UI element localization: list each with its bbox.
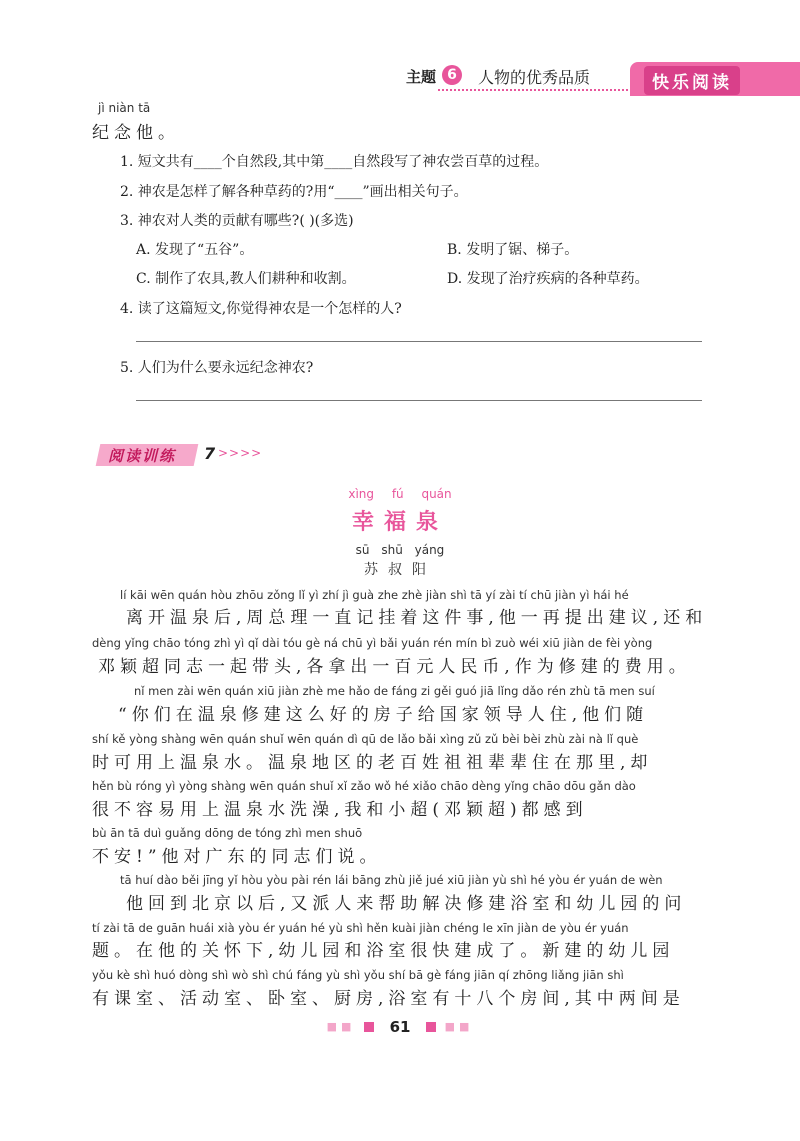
footer-dots-right: ■■ bbox=[444, 1020, 474, 1033]
fragment-pinyin: jì niàn tā bbox=[98, 101, 151, 115]
line-5-text: 很不容易用上温泉水洗澡,我和小超(邓颖超)都感到 bbox=[92, 800, 588, 820]
article-author: 苏叔阳 bbox=[364, 562, 436, 578]
title-pinyin: xìng fú quán bbox=[348, 487, 452, 501]
theme-title: 人物的优秀品质 bbox=[478, 68, 591, 87]
option-d: D. 发现了治疗疾病的各种草药。 bbox=[447, 271, 649, 287]
header-tab bbox=[630, 62, 800, 96]
question-2: 2. 神农是怎样了解各种草药的?用“____”画出相关句子。 bbox=[120, 184, 468, 200]
section-number: 7 bbox=[204, 444, 216, 463]
theme-number-badge: 6 bbox=[442, 65, 462, 85]
line-8-pinyin: tí zài tā de guān huái xià yòu ér yuán hé yù shì hěn kuài jiàn chéng le xīn jiàn de yòu ér yuán bbox=[92, 921, 629, 935]
line-6-pinyin: bù ān tā duì guǎng dōng de tóng zhì men shuō bbox=[92, 826, 363, 840]
section-arrows: >>>> bbox=[218, 446, 263, 460]
fragment-text: 纪念他。 bbox=[92, 123, 180, 143]
line-6-text: 不安!”他对广东的同志们说。 bbox=[92, 847, 382, 867]
option-a: A. 发现了“五谷”。 bbox=[136, 242, 254, 258]
line-3-pinyin: nǐ men zài wēn quán xiū jiàn zhè me hǎo de fáng zi gěi guó jiā lǐng dǎo rén zhù tā men suí bbox=[134, 684, 655, 698]
question-1: 1. 短文共有____个自然段,其中第____自然段写了神农尝百草的过程。 bbox=[120, 154, 549, 170]
section-banner bbox=[98, 444, 263, 466]
question-4: 4. 读了这篇短文,你觉得神农是一个怎样的人? bbox=[120, 301, 402, 317]
footer-dots-left: ■■ bbox=[326, 1020, 356, 1033]
header-tab-label: 快乐阅读 bbox=[644, 66, 740, 95]
line-7-pinyin: tā huí dào běi jīng yǐ hòu yòu pài rén lái bāng zhù jiě jué xiū jiàn yù shì hé yòu ér yuán de wèn bbox=[120, 873, 663, 887]
header-theme bbox=[398, 64, 660, 94]
answer-line-4[interactable] bbox=[136, 341, 702, 342]
line-4-pinyin: shí kě yòng shàng wēn quán shuǐ wēn quán dì qū de lǎo bǎi xìng zǔ zǔ bèi bèi zhù zài nà lǐ què bbox=[92, 732, 639, 746]
question-5: 5. 人们为什么要永远纪念神农? bbox=[120, 360, 314, 376]
line-1-text: 离开温泉后,周总理一直记挂着这件事,他一再提出建议,还和 bbox=[126, 608, 708, 628]
page-footer bbox=[0, 1016, 800, 1036]
line-2-text: 邓颖超同志一起带头,各拿出一百元人民币,作为修建的费用。 bbox=[98, 657, 691, 677]
line-9-pinyin: yǒu kè shì huó dòng shì wò shì chú fáng yù shì yǒu shí bā gè fáng jiān qí zhōng liǎng jiān shì bbox=[92, 968, 624, 982]
author-pinyin: sū shū yáng bbox=[355, 543, 445, 557]
header-dotted-rule bbox=[438, 89, 660, 91]
line-8-text: 题。在他的关怀下,幼儿园和浴室很快建成了。新建的幼儿园 bbox=[92, 941, 675, 961]
option-b: B. 发明了锯、梯子。 bbox=[447, 242, 579, 258]
article-title: 幸福泉 bbox=[351, 510, 448, 535]
theme-label: 主题 bbox=[406, 68, 437, 86]
line-1-pinyin: lí kāi wēn quán hòu zhōu zǒng lǐ yì zhí jì guà zhe zhè jiàn shì tā yí zài tí chū jiàn yì hái hé bbox=[120, 588, 629, 602]
line-9-text: 有课室、活动室、卧室、厨房,浴室有十八个房间,其中两间是 bbox=[92, 989, 685, 1009]
line-7-text: 他回到北京以后,又派人来帮助解决修建浴室和幼儿园的问 bbox=[126, 894, 687, 914]
page-number: 61 bbox=[389, 1017, 411, 1036]
footer-square-left bbox=[364, 1022, 374, 1032]
option-c: C. 制作了农具,教人们耕种和收割。 bbox=[136, 271, 356, 287]
line-5-pinyin: hěn bù róng yì yòng shàng wēn quán shuǐ xǐ zǎo wǒ hé xiǎo chāo dèng yǐng chāo dōu gǎn dào bbox=[92, 779, 636, 793]
line-3-text: “你们在温泉修建这么好的房子给国家领导人住,他们随 bbox=[118, 705, 649, 725]
question-3: 3. 神农对人类的贡献有哪些?( )(多选) bbox=[120, 213, 354, 229]
line-2-pinyin: dèng yǐng chāo tóng zhì yì qǐ dài tóu gè ná chū yì bǎi yuán rén mín bì zuò wéi xiū jiàn de fèi yòng bbox=[92, 636, 653, 650]
line-4-text: 时可用上温泉水。温泉地区的老百姓祖祖辈辈住在那里,却 bbox=[92, 753, 653, 773]
footer-square-right bbox=[426, 1022, 436, 1032]
answer-line-5[interactable] bbox=[136, 400, 702, 401]
section-label: 阅读训练 bbox=[108, 447, 177, 465]
